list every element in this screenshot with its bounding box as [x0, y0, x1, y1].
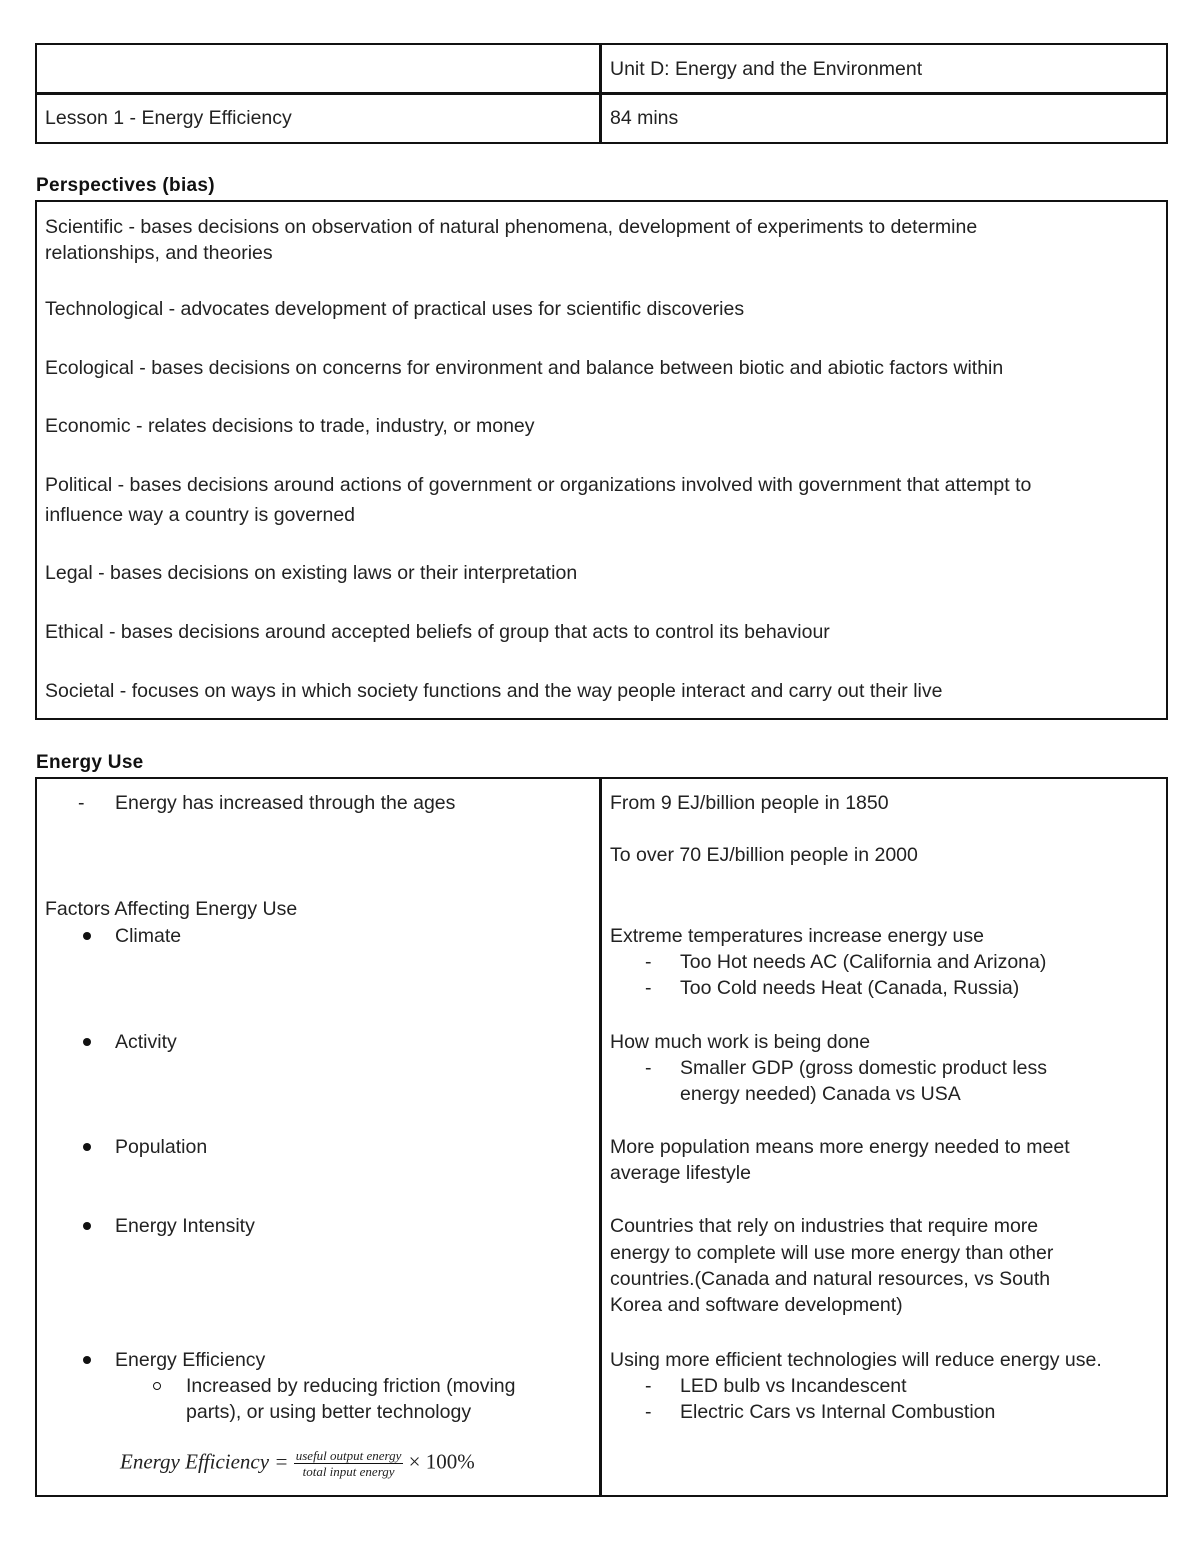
dash-marker: -: [645, 1375, 652, 1397]
factor-activity: Activity: [115, 1031, 177, 1053]
lesson-duration: 84 mins: [610, 107, 679, 129]
bullet-icon: [83, 1038, 91, 1046]
dash-marker: -: [78, 792, 85, 814]
header-table-row-divider: [35, 92, 1168, 95]
dash-marker: -: [645, 977, 652, 999]
perspective-societal: Societal - focuses on ways in which society functions and the way people interact and carry out their live: [45, 680, 943, 702]
formula-lhs: Energy Efficiency =: [120, 1449, 289, 1474]
climate-cold: Too Cold needs Heat (Canada, Russia): [680, 977, 1020, 999]
factor-intensity: Energy Intensity: [115, 1215, 255, 1237]
bullet-icon: [83, 1222, 91, 1230]
energy-increase-text: Energy has increased through the ages: [115, 792, 456, 814]
perspectives-heading: Perspectives (bias): [36, 175, 215, 196]
perspective-political-cont: influence way a country is governed: [45, 504, 356, 526]
perspective-economic: Economic - relates decisions to trade, industry, or money: [45, 415, 535, 437]
bullet-icon: [83, 1356, 91, 1364]
intensity-desc-3: countries.(Canada and natural resources, vs South: [610, 1268, 1051, 1290]
climate-hot: Too Hot needs AC (California and Arizona): [680, 951, 1047, 973]
perspective-ecological: Ecological - bases decisions on concerns for environment and balance between biotic and abiotic factors within: [45, 357, 1004, 379]
perspective-ethical: Ethical - bases decisions around accepted beliefs of group that acts to control its behaviour: [45, 621, 830, 643]
perspective-scientific-cont: relationships, and theories: [45, 242, 273, 264]
formula-numerator: useful output energy: [295, 1448, 402, 1463]
energy-from: From 9 EJ/billion people in 1850: [610, 792, 889, 814]
dash-marker: -: [645, 951, 652, 973]
climate-desc: Extreme temperatures increase energy use: [610, 925, 984, 947]
factor-climate: Climate: [115, 925, 182, 947]
energy-use-heading: Energy Use: [36, 752, 144, 773]
factor-population: Population: [115, 1136, 208, 1158]
efficiency-sub-2: parts), or using better technology: [186, 1401, 472, 1423]
formula-rhs: × 100%: [408, 1449, 475, 1474]
energy-use-divider: [599, 777, 602, 1497]
efficiency-sub-1: Increased by reducing friction (moving: [186, 1375, 516, 1397]
sub-bullet-icon: [153, 1382, 161, 1390]
factors-title: Factors Affecting Energy Use: [45, 898, 298, 920]
efficiency-cars: Electric Cars vs Internal Combustion: [680, 1401, 996, 1423]
activity-sub-2: energy needed) Canada vs USA: [680, 1083, 961, 1105]
efficiency-desc: Using more efficient technologies will reduce energy use.: [610, 1349, 1102, 1371]
intensity-desc-4: Korea and software development): [610, 1294, 903, 1316]
formula-denominator: total input energy: [302, 1464, 395, 1479]
perspective-political: Political - bases decisions around actions of government or organizations involved with government that attempt to: [45, 474, 1032, 496]
perspective-legal: Legal - bases decisions on existing laws or their interpretation: [45, 562, 578, 584]
factor-efficiency: Energy Efficiency: [115, 1349, 266, 1371]
intensity-desc-2: energy to complete will use more energy than other: [610, 1242, 1054, 1264]
unit-title: Unit D: Energy and the Environment: [610, 58, 923, 80]
lesson-title: Lesson 1 - Energy Efficiency: [45, 107, 292, 129]
dash-marker: -: [645, 1401, 652, 1423]
formula-fraction: [294, 1448, 404, 1479]
perspective-scientific: Scientific - bases decisions on observation of natural phenomena, development of experiments to determine: [45, 216, 978, 238]
perspective-technological: Technological - advocates development of practical uses for scientific discoveries: [45, 298, 745, 320]
bullet-icon: [83, 1143, 91, 1151]
activity-desc: How much work is being done: [610, 1031, 871, 1053]
efficiency-led: LED bulb vs Incandescent: [680, 1375, 907, 1397]
dash-marker: -: [645, 1057, 652, 1079]
activity-sub-1: Smaller GDP (gross domestic product less: [680, 1057, 1048, 1079]
bullet-icon: [83, 932, 91, 940]
efficiency-formula: [120, 1448, 475, 1479]
intensity-desc-1: Countries that rely on industries that require more: [610, 1215, 1039, 1237]
energy-to: To over 70 EJ/billion people in 2000: [610, 844, 918, 866]
population-desc-1: More population means more energy needed to meet: [610, 1136, 1070, 1158]
population-desc-2: average lifestyle: [610, 1162, 751, 1184]
